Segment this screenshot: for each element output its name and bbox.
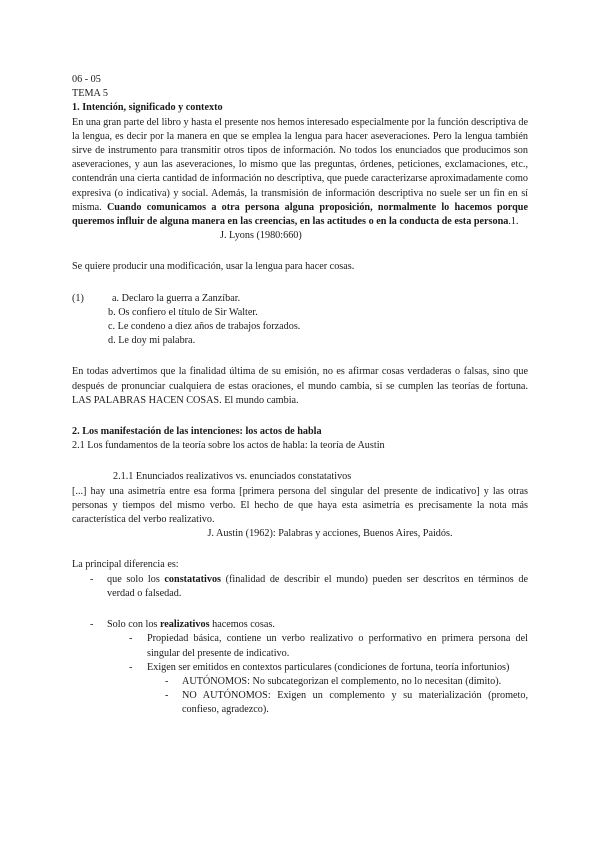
intro-sentence: Se quiere producir una modificación, usar la lengua para hacer cosas. bbox=[72, 261, 355, 273]
section-1-heading: 1. Intención, significado y contexto bbox=[72, 102, 223, 114]
list-item-propiedad-basica: - Propiedad básica, contiene un verbo realizativo o performativo en primera persona del singular del presente de indicativo. bbox=[129, 633, 528, 659]
example-number: (1) bbox=[72, 292, 84, 304]
section-2-1-heading: 2.1 Los fundamentos de la teoría sobre los actos de habla: la teoría de Austin bbox=[72, 440, 385, 452]
example-block bbox=[72, 292, 528, 349]
section-2-1-1-heading: 2.1.1 Enunciados realizativos vs. enunciados constatativos bbox=[113, 471, 352, 483]
dash-marker: - bbox=[165, 690, 169, 702]
list-item-constatativos: - que solo los constatativos (finalidad de describir el mundo) pueden ser descritos en términos de verdad o falsedad. bbox=[90, 573, 528, 599]
dash-marker: - bbox=[165, 675, 169, 687]
example-list bbox=[108, 292, 300, 349]
list-item-realizativos: - Solo con los realizativos hacemos cosas. bbox=[72, 618, 528, 632]
list-item-contextos: - Exigen ser emitidos en contextos particulares (condiciones de fortuna, teoría infortunios) bbox=[72, 661, 528, 675]
dash-marker: - bbox=[129, 661, 133, 673]
realizativos-list bbox=[72, 618, 528, 717]
example-item-b: b. Os confiero el título de Sir Walter. bbox=[108, 306, 258, 318]
lyons-quote-paragraph: En una gran parte del libro y hasta el presente nos hemos interesado especialmente por la función descriptiva de la lengua, es decir por la manera en que se emplea la lengua para hacer aseveraciones. Pero la lengua también sirve de instrumento para transmitir otros tipos de información. No todos los enunciados que producimos son aseveraciones, y aun las aseveraciones, lo mismo que las preguntas, órdenes, peticiones, exclamaciones, etc., contendrán una cierta cantidad de información no descriptiva, que puede caracterizarse aproximadamente como expresiva (o indicativa) y social. Además, la transmisión de información descriptiva no suele ser un fin en sí misma. Cuando comunicamos a otra persona alguna proposición, normalmente lo hacemos porque queremos influir de alguna manera en las creencias, en las actitudes o en la conducta de esta persona.1. bbox=[72, 116, 529, 228]
dash-marker: - bbox=[90, 573, 94, 585]
conclusion-paragraph: En todas advertimos que la finalidad última de su emisión, no es afirmar cosas verdaderas o falsas, sino que después de pronunciar cualquiera de estas oraciones, el mundo cambia, si se cumplen las teorías de fortuna. LAS PALABRAS HACEN COSAS. El mundo cambia. bbox=[72, 366, 528, 406]
dash-marker: - bbox=[90, 619, 94, 631]
difference-intro: La principal diferencia es: bbox=[72, 559, 179, 571]
list-item-autonomos: - AUTÓNOMOS: No subcategorizan el complemento, no lo necesitan (dimito). bbox=[72, 675, 528, 689]
dash-marker: - bbox=[129, 633, 133, 645]
section-2-heading: 2. Los manifestación de las intenciones: los actos de habla bbox=[72, 426, 322, 438]
austin-quote: [...] hay una asimetría entre esa forma [primera persona del singular del presente de indicativo] y las otras personas y tiempos del mismo verbo. El hecho de que haya esta asimetría es precisamente la nota más característica del verbo realizativo. bbox=[72, 485, 528, 526]
example-item-d: d. Le doy mi palabra. bbox=[108, 335, 196, 347]
example-item-a: a. Declaro la guerra a Zanzíbar. bbox=[112, 292, 241, 304]
date-line: 06 - 05 bbox=[72, 74, 101, 85]
austin-citation: J. Austin (1962): Palabras y acciones, Buenos Aires, Paidós. bbox=[207, 528, 453, 540]
list-item-no-autonomos: - NO AUTÓNOMOS: Exigen un complemento y su materialización (prometo, confieso, agradezco). bbox=[165, 690, 528, 716]
document-body bbox=[72, 73, 528, 718]
lyons-citation: J. Lyons (1980:660) bbox=[220, 230, 302, 242]
difference-list bbox=[72, 573, 528, 601]
topic-line: TEMA 5 bbox=[72, 88, 108, 100]
example-item-c: c. Le condeno a diez años de trabajos forzados. bbox=[108, 321, 301, 333]
